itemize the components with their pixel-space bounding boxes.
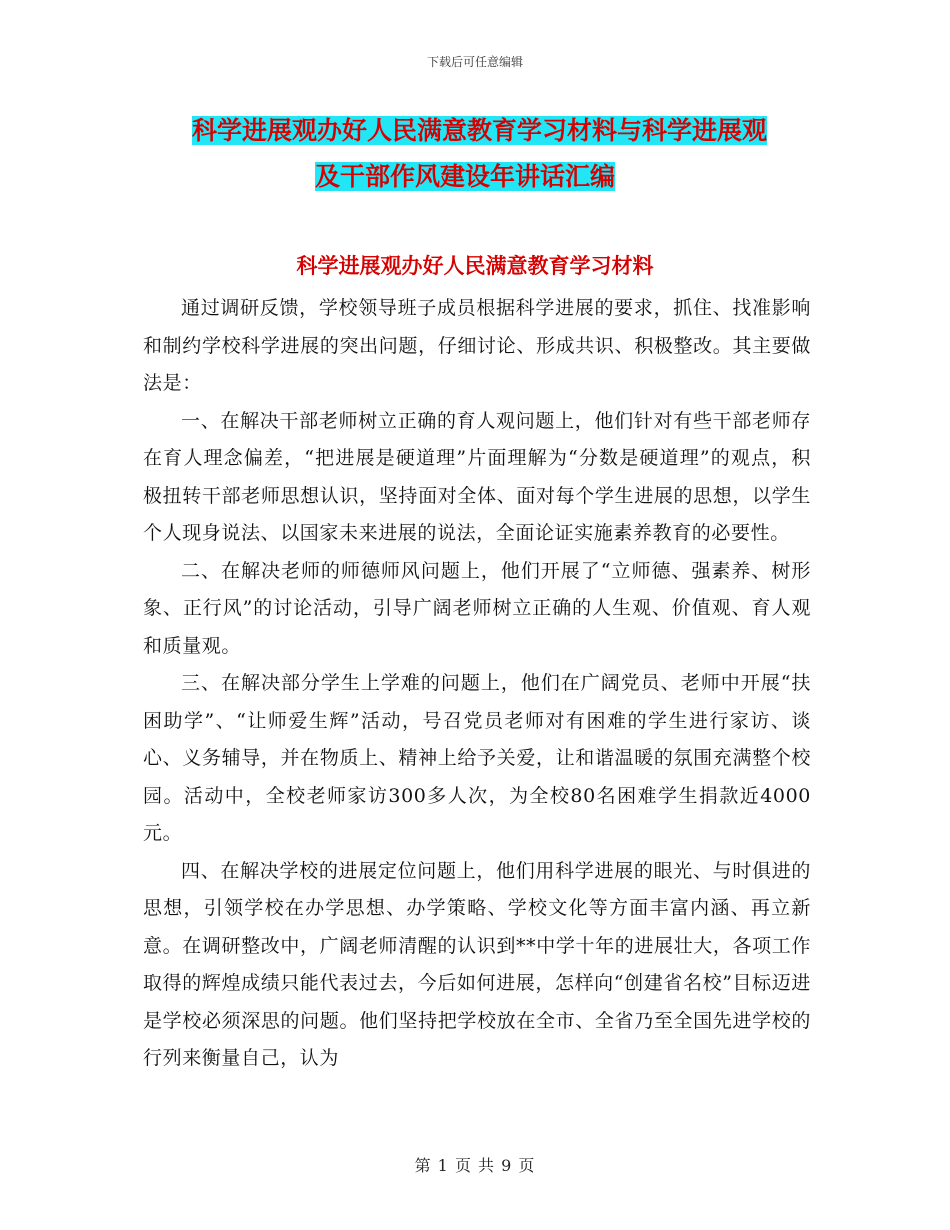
section-title: 科学进展观办好人民满意教育学习材料	[296, 253, 654, 278]
body-text	[143, 290, 811, 1078]
title-highlight-2: 及干部作风建设年讲话汇编	[315, 162, 616, 191]
document-title-line-2	[140, 154, 810, 200]
paragraph-point-1: 一、在解决干部老师树立正确的育人观问题上，他们针对有些干部老师存在育人理念偏差，“把进展是硬道理”片面理解为“分数是硬道理”的观点，积极扭转干部老师思想认识，坚持面对全体、面对每个学生进展的思想，以学生个人现身说法、以国家未来进展的说法，全面论证实施素养教育的必要性。	[143, 409, 811, 544]
page-number: 第 1 页 共 9 页	[414, 1156, 536, 1175]
title-highlight-1: 科学进展观办好人民满意教育学习材料与科学进展观	[192, 116, 768, 145]
paragraph-point-2: 二、在解决老师的师德师风问题上，他们开展了“立师德、强素养、树形象、正行风”的讨论活动，引导广阔老师树立正确的人生观、价值观、育人观和质量观。	[143, 559, 811, 657]
paragraph-point-3: 三、在解决部分学生上学难的问题上，他们在广阔党员、老师中开展“扶困助学”、“让师爱生辉”活动，号召党员老师对有困难的学生进行家访、谈心、义务辅导，并在物质上、精神上给予关爱，让和谐温暖的氛围充满整个校园。活动中，全校老师家访300多人次，为全校80名困难学生捐款近4000元。	[143, 672, 811, 844]
paragraph-point-4: 四、在解决学校的进展定位问题上，他们用科学进展的眼光、与时俱进的思想，引领学校在办学思想、办学策略、学校文化等方面丰富内涵、再立新意。在调研整改中，广阔老师清醒的认识到**中学十年的进展壮大，各项工作取得的辉煌成绩只能代表过去，今后如何进展，怎样向“创建省名校”目标迈进是学校必须深思的问题。他们坚持把学校放在全市、全省乃至全国先进学校的行列来衡量自己，认为	[143, 859, 811, 1069]
paragraph-intro: 通过调研反馈，学校领导班子成员根据科学进展的要求，抓住、找准影响和制约学校科学进展的突出问题，仔细讨论、形成共识、积极整改。其主要做法是：	[143, 297, 811, 394]
header-note: 下载后可任意编辑	[426, 55, 523, 69]
document-title	[140, 108, 810, 200]
document-title-line-1	[140, 108, 810, 154]
